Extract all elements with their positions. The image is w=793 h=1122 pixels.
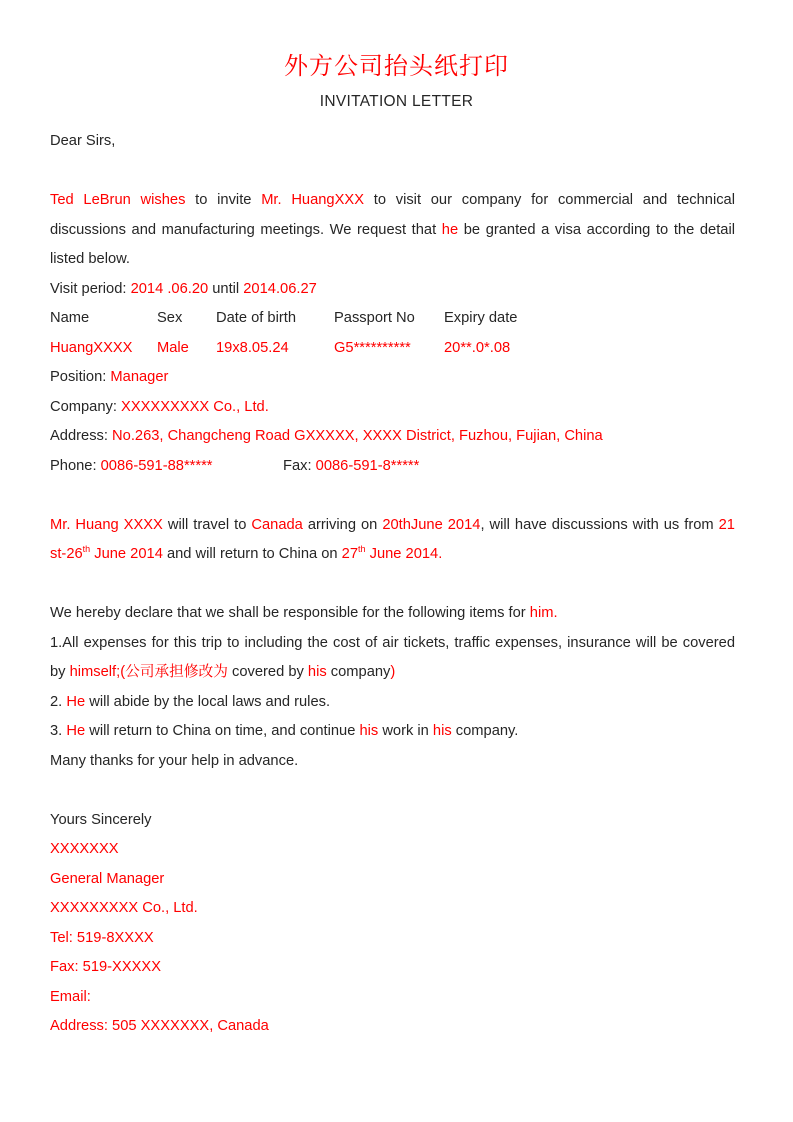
signer-company [50,894,735,924]
table-cell [50,334,157,364]
signer-title [50,865,735,895]
visitor-table-header [50,304,735,334]
text-run: to invite [185,192,262,208]
text-run: 2. [50,693,67,710]
text-run: XXXXXXXXX Co., Ltd. [50,900,198,916]
text-run: Manager [110,369,169,385]
intro-paragraph [50,186,735,275]
letter-header [0,0,793,112]
text-run: Date of birth [216,310,297,326]
text-run: be granted a visa according to the detail listed below. [50,221,735,267]
item-1 [50,629,735,688]
letter-subtitle: INVITATION LETTER [319,93,474,110]
text-run: will abide by the local laws and rules. [85,693,331,710]
text-run: He [66,693,86,710]
text-run: 20thJune 2014 [382,516,481,533]
text-run: himself;(公司承担修改为 [69,664,228,680]
text-run: his [432,723,452,739]
company-line [50,393,735,423]
text-run: XXXXXXXXX Co., Ltd. [121,398,269,415]
text-run: 20**.0*.08 [444,339,511,356]
visitor-table-row [50,334,735,364]
text-run: company. [451,723,519,739]
text-run: Mr. HuangXXX [261,192,364,208]
table-cell [216,334,334,364]
text-run: XXXXXXX [50,841,119,857]
text-run: Mr. Huang XXXX [50,516,163,533]
table-cell [157,304,216,334]
text-run: 1.All expenses for this trip to including the cost of air tickets, traffic expenses, insurance will be covered by [50,634,735,680]
text-run: ) [390,664,396,680]
text-run: He [66,723,86,739]
text-run: Dear Sirs, [50,133,116,149]
table-cell [334,334,444,364]
signer-email [50,983,735,1013]
blank-line [50,776,735,806]
signer-fax [50,953,735,983]
text-run: will return to China on time, and continue [85,723,360,739]
text-run: 2014 .06.20 [130,280,209,297]
text-run: Name [50,310,90,326]
text-run: Visit period: [50,280,131,297]
text-run: Canada [251,516,303,533]
text-run: th [358,544,366,555]
text-run: Fax: [283,457,316,474]
text-run: he [441,221,459,238]
visit-period-line [50,275,735,305]
travel-paragraph [50,511,735,570]
item-3 [50,717,735,747]
text-run: June 2014. [365,546,443,562]
text-run: 0086-591-88***** [100,457,213,474]
text-run: 27 [341,546,358,562]
text-run: arriving on [302,516,383,533]
text-run: Company: [50,398,122,415]
blank-line [50,481,735,511]
text-run: company [326,664,391,680]
text-run: June 2014 [90,546,163,562]
text-run: him. [529,605,558,621]
signer-address [50,1012,735,1042]
text-run: HuangXXXX [50,339,133,356]
address-line [50,422,735,452]
text-run: Position: [50,369,111,385]
closing-line [50,806,735,836]
text-run: Tel: 519-8XXXX [50,929,154,946]
text-run: Many thanks for your help in advance. [50,752,299,769]
letter-body [50,127,735,1042]
table-cell [444,304,735,334]
text-run: his [359,723,379,739]
text-run: 3. [50,723,67,739]
text-run: covered by [227,664,308,680]
text-run: Yours Sincerely [50,811,152,828]
text-run: his [307,664,327,680]
position-line [50,363,735,393]
text-run: Sex [157,310,183,326]
signer-name [50,835,735,865]
text-run: Address: 505 XXXXXXX, Canada [50,1018,269,1034]
text-run: Email: [50,988,91,1005]
text-run: General Manager [50,870,165,887]
phone-fax-line [50,452,735,482]
text-run: Ted LeBrun wishes [50,192,186,208]
text-run: 19x8.05.24 [216,339,289,356]
text-run: No.263, Changcheng Road GXXXXX, XXXX District, Fuzhou, Fujian, China [112,428,603,444]
text-run: Male [157,339,189,356]
signer-tel [50,924,735,954]
text-run: and will return to China on [162,546,342,562]
thanks-line [50,747,735,777]
table-cell [216,304,334,334]
table-cell [157,334,216,364]
table-cell [283,452,735,482]
table-cell [50,452,283,482]
text-run: We hereby declare that we shall be responsible for the following items for [50,605,530,621]
blank-line [50,570,735,600]
text-run: 21 st-26 [50,516,735,562]
blank-line [50,157,735,187]
salutation [50,127,735,157]
declaration-line [50,599,735,629]
table-cell [50,304,157,334]
letter-title: 外方公司抬头纸打印 [284,52,509,80]
text-run: to visit our company for commercial and technical discussions and manufacturing meetings. We request that [50,192,735,238]
text-run: , will have discussions with us from [480,516,719,533]
text-run: Address: [50,428,113,444]
item-2 [50,688,735,718]
text-run: will travel to [162,516,252,533]
text-run: work in [378,723,433,739]
text-run: Passport No [334,310,415,326]
text-run: th [82,544,91,555]
text-run: Expiry date [444,310,518,326]
table-cell [444,334,735,364]
text-run: Phone: [50,457,101,474]
table-cell [334,304,444,334]
text-run: 2014.06.27 [243,280,317,297]
text-run: G5********** [334,339,411,356]
text-run: until [208,280,244,297]
text-run: 0086-591-8***** [315,457,420,474]
text-run: Fax: 519-XXXXX [50,959,162,975]
